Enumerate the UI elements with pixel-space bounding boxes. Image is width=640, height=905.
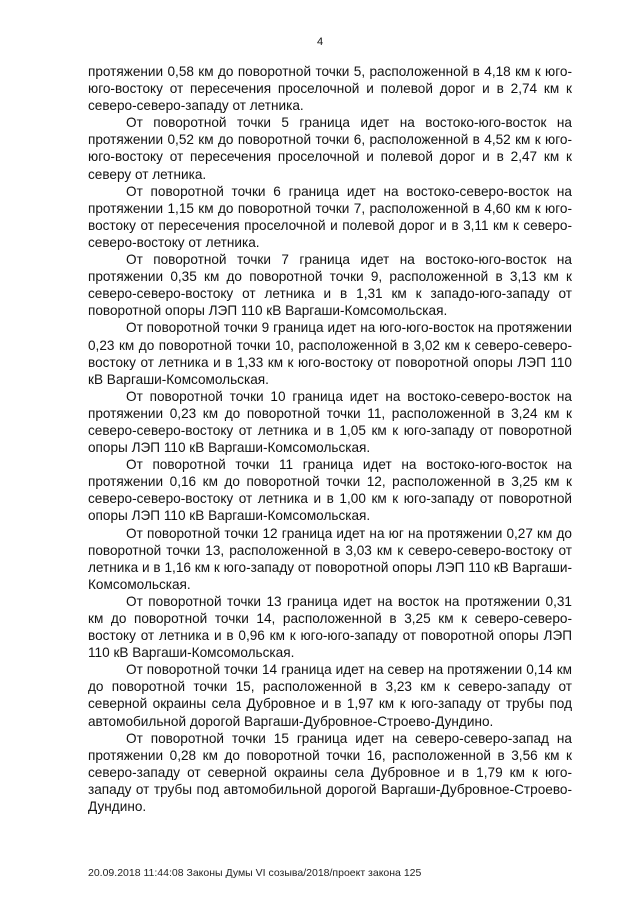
paragraph: От поворотной точки 15 граница идет на северо-северо-запад на протяжении 0,28 км до поворотной точки 16, расположенной в 3,56 км к северо-западу от северной окраины села Дубровное и в 1,79 км к юго-западу от трубы под автомобильной дорогой Варгаши-Дубровное-Строево-Дундино.: [88, 730, 572, 815]
paragraph: От поворотной точки 12 граница идет на юг на протяжении 0,27 км до поворотной точки 13, расположенной в 3,03 км к северо-северо-востоку от летника и в 1,16 км к юго-западу от поворотной опоры ЛЭП 110 кВ Варгаши-Комсомольская.: [88, 525, 572, 592]
paragraph: От поворотной точки 9 граница идет на юго-юго-восток на протяжении 0,23 км до поворотной точки 10, расположенной в 3,02 км к северо-северо-востоку от летника и в 1,33 км к юго-востоку от поворотной опоры ЛЭП 110 кВ Варгаши-Комсомольская.: [88, 320, 572, 387]
paragraph: От поворотной точки 14 граница идет на север на протяжении 0,14 км до поворотной точки 15, расположенной в 3,23 км к северо-западу от северной окраины села Дубровное и в 1,97 км к юго-западу от трубы под автомобильной дорогой Варгаши-Дубровное-Строево-Дундино.: [88, 662, 572, 729]
paragraph: протяжении 0,58 км до поворотной точки 5, расположенной в 4,18 км к юго-юго-востоку от пересечения проселочной и полевой дорог и в 2,74 км к северо-северо-западу от летника.: [88, 64, 572, 114]
document-footer: 20.09.2018 11:44:08 Законы Думы VI созыва/2018/проект закона 125: [88, 867, 422, 879]
page-number: 4: [316, 36, 324, 48]
paragraph: От поворотной точки 11 граница идет на востоко-юго-восток на протяжении 0,16 км до поворотной точки 12, расположенной в 3,25 км к северо-северо-востоку от летника и в 1,00 км к юго-западу от поворотной опоры ЛЭП 110 кВ Варгаши-Комсомольская.: [88, 457, 572, 524]
paragraph: От поворотной точки 5 граница идет на востоко-юго-восток на протяжении 0,52 км до поворотной точки 6, расположенной в 4,52 км к юго-юго-востоку от пересечения проселочной и полевой дорог и в 2,47 км к северу от летника.: [88, 115, 572, 182]
paragraph: От поворотной точки 7 граница идет на востоко-юго-восток на протяжении 0,35 км до поворотной точки 9, расположенной в 3,13 км к северо-северо-востоку от летника и в 1,31 км к западо-юго-западу от поворотной опоры ЛЭП 110 кВ Варгаши-Комсомольская.: [88, 252, 572, 319]
document-body: [88, 63, 572, 815]
paragraph: От поворотной точки 6 граница идет на востоко-северо-восток на протяжении 1,15 км до поворотной точки 7, расположенной в 4,60 км к юго-востоку от пересечения проселочной и полевой дорог и в 3,11 км к северо-северо-востоку от летника.: [88, 183, 572, 250]
paragraph: От поворотной точки 13 граница идет на восток на протяжении 0,31 км до поворотной точки 14, расположенной в 3,25 км к северо-северо-востоку от летника и в 0,96 км к юго-юго-западу от поворотной опоры ЛЭП 110 кВ Варгаши-Комсомольская.: [88, 593, 572, 661]
paragraph: От поворотной точки 10 граница идет на востоко-северо-восток на протяжении 0,23 км до поворотной точки 11, расположенной в 3,24 км к северо-северо-востоку от летника и в 1,05 км к юго-западу от поворотной опоры ЛЭП 110 кВ Варгаши-Комсомольская.: [88, 388, 572, 456]
